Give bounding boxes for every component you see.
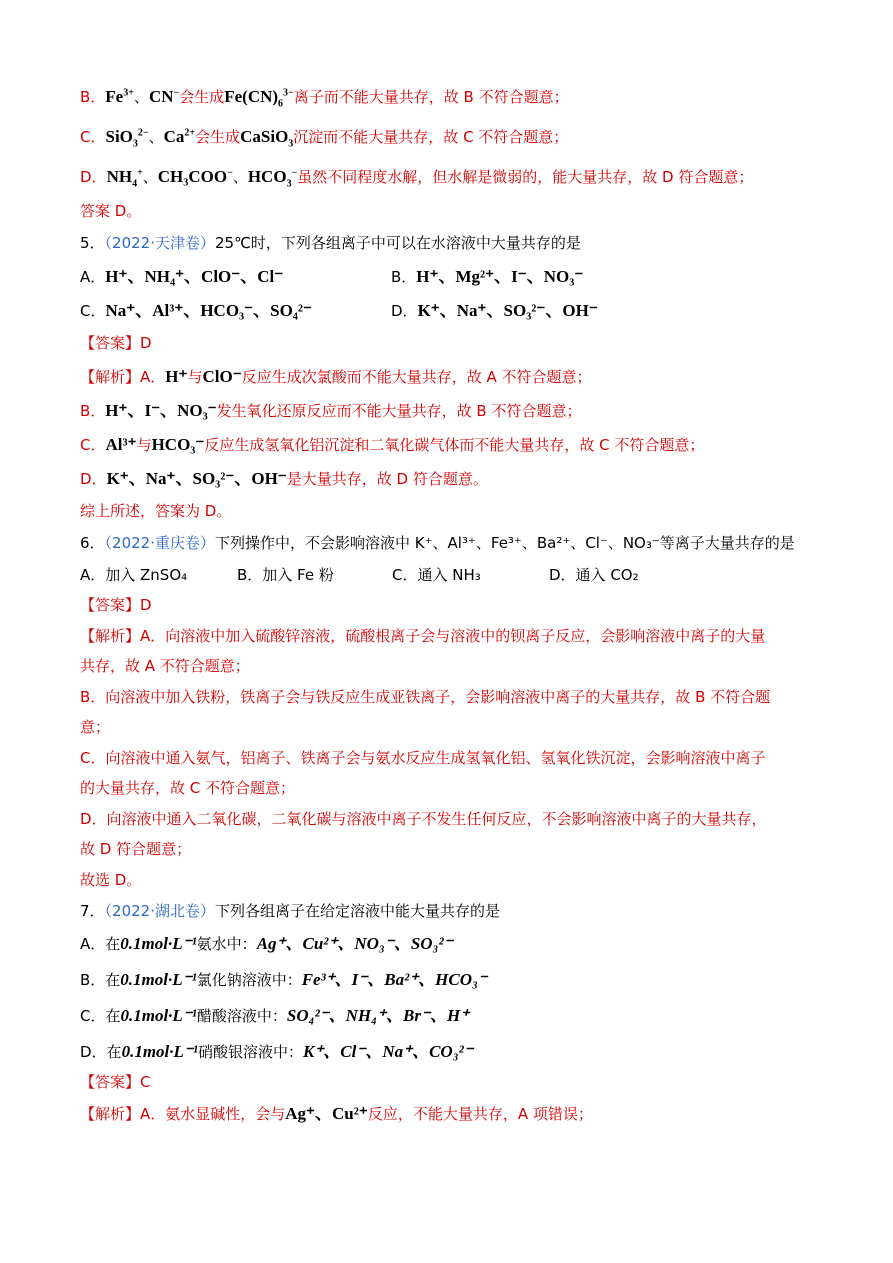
option-b-label: B．: [391, 268, 417, 286]
question-source: （2022·湖北卷）: [104, 902, 215, 920]
q6-analysis-d-2: 故 D 符合题意；: [80, 840, 192, 858]
question-5-stem: [80, 232, 581, 254]
q7-option-b: B．在0.1mol·L⁻¹氯化钠溶液中：Fe³⁺、I⁻、Ba²⁺、HCO₃⁻: [80, 970, 487, 989]
option-b: B．加入 Fe 粉: [237, 566, 334, 584]
question-text: 下列操作中，不会影响溶液中 K⁺、Al³⁺、Fe³⁺、Ba²⁺、Cl⁻、NO₃⁻等离子大量共存的是: [215, 534, 795, 552]
q5-options-cd: C．Na⁺、Al³⁺、HCO₃⁻、SO₄²⁻ D．K⁺、Na⁺、SO₃²⁻、OH⁻: [80, 301, 598, 320]
explanation-line-b: B．$Fe^{3+}$、CN−会生成$Fe(CN)_6^{3-}$离子而不能大量共存，故 B 不符合题意；: [80, 87, 569, 110]
ion: OH⁻: [562, 301, 598, 320]
ion: H⁺: [416, 267, 439, 286]
option-label: D．: [80, 168, 107, 186]
ion: NH₄⁺: [144, 267, 185, 286]
explanation-line-d: D．$NH_4^+$、CH₃COO−、$HCO_3^-$虽然不同程度水解，但水解是微弱的，能大量共存，故 D 符合题意；: [80, 167, 754, 190]
option-a: A．加入 ZnSO₄: [80, 566, 188, 584]
q6-options: [80, 564, 639, 586]
answer-tag: 【答案】: [80, 596, 141, 614]
ion: HCO₃⁻: [200, 301, 254, 320]
ion: ClO⁻: [201, 267, 241, 286]
ion: SO₃²⁻: [503, 301, 546, 320]
option-c-label: C．: [80, 302, 106, 320]
question-number: 7．: [80, 902, 105, 920]
option-label: B．: [80, 88, 106, 106]
option-a-label: A．: [80, 268, 106, 286]
question-text: 25℃时，下列各组离子中可以在水溶液中大量共存的是: [215, 234, 581, 252]
q6-summary: 故选 D。: [80, 871, 142, 889]
ion: NO₃⁻: [543, 267, 584, 286]
ion: Na⁺: [105, 301, 136, 320]
option-c: C．通入 NH₃: [392, 566, 481, 584]
answer-value: D: [140, 596, 152, 614]
answer-tag: 【答案】: [80, 334, 141, 352]
q6-analysis-a-2: 共存，故 A 不符合题意；: [80, 657, 250, 675]
ion: H⁺: [105, 267, 128, 286]
q5-answer: [80, 332, 152, 354]
q6-analysis-b-1: B．向溶液中加入铁粉，铁离子会与铁反应生成亚铁离子，会影响溶液中离子的大量共存，故 B 不符合题: [80, 688, 771, 706]
ion: SO₄²⁻: [270, 301, 312, 320]
question-text: 下列各组离子在给定溶液中能大量共存的是: [215, 902, 501, 920]
option-d: D．通入 CO₂: [549, 566, 639, 584]
q6-analysis-d-1: D．向溶液中通入二氧化碳，二氧化碳与溶液中离子不发生任何反应，不会影响溶液中离子的大量共存，: [80, 810, 767, 828]
question-6-stem: [80, 532, 795, 554]
q7-answer: [80, 1071, 151, 1093]
ion: Cl⁻: [257, 267, 284, 286]
ion: Na⁺: [456, 301, 487, 320]
analysis-tag: 【解析】: [80, 627, 141, 645]
question-source: （2022·重庆卷）: [104, 534, 215, 552]
q7-option-a: A．在0.1mol·L⁻¹氨水中：Ag⁺、Cu²⁺、NO₃⁻、SO₃²⁻: [80, 934, 453, 953]
q7-option-d: D．在0.1mol·L⁻¹硝酸银溶液中：K⁺、Cl⁻、Na⁺、CO₃²⁻: [80, 1042, 473, 1061]
option-label: C．: [80, 128, 106, 146]
q6-analysis-c-1: C．向溶液中通入氨气，铝离子、铁离子会与氨水反应生成氢氧化铝、氢氧化铁沉淀，会影响溶液中离子: [80, 749, 766, 767]
q5-analysis-a: 【解析】A．H⁺与ClO⁻反应生成次氯酸而不能大量共存，故 A 不符合题意；: [80, 367, 592, 386]
question-source: （2022·天津卷）: [104, 234, 215, 252]
q6-answer: [80, 594, 152, 616]
ion: I⁻: [511, 267, 527, 286]
q7-option-c: C．在0.1mol·L⁻¹醋酸溶液中：SO₄²⁻、NH₄⁺、Br⁻、H⁺: [80, 1006, 470, 1025]
answer-tag: 【答案】: [80, 1073, 141, 1091]
ion: Mg²⁺: [455, 267, 495, 286]
question-7-stem: [80, 900, 500, 922]
q6-analysis-b-2: 意；: [80, 718, 111, 736]
question-number: 6．: [80, 534, 105, 552]
q5-options-ab: A．H⁺、NH₄⁺、ClO⁻、Cl⁻ B．H⁺、Mg²⁺、I⁻、NO₃⁻: [80, 267, 584, 286]
question-number: 5．: [80, 234, 105, 252]
q6-analysis-c-2: 的大量共存，故 C 不符合题意；: [80, 779, 296, 797]
answer-value: D: [140, 334, 152, 352]
analysis-tag: 【解析】: [80, 1105, 141, 1123]
option-d-label: D．: [391, 302, 418, 320]
analysis-tag: 【解析】: [80, 368, 141, 386]
q5-analysis-d: D．K⁺、Na⁺、SO₃²⁻、OH⁻是大量共存，故 D 符合题意。: [80, 469, 488, 488]
q5-summary: 综上所述，答案为 D。: [80, 502, 232, 520]
ion: K⁺: [417, 301, 440, 320]
q7-analysis-a: 【解析】A．氨水显碱性，会与Ag⁺、Cu²⁺反应，不能大量共存，A 项错误；: [80, 1104, 593, 1123]
answer-value: C: [140, 1073, 151, 1091]
q5-analysis-c: C．Al³⁺与HCO₃⁻反应生成氢氧化铝沉淀和二氧化碳气体而不能大量共存，故 C 不符合题意；: [80, 435, 705, 454]
q6-analysis-a-1: 【解析】A．向溶液中加入硫酸锌溶液，硫酸根离子会与溶液中的钡离子反应，会影响溶液中离子的大量: [80, 627, 766, 645]
explanation-line-c: C．SiO$_3^{2-}$、$Ca^{2+}$会生成CaSiO$_3$沉淀而不能大量共存，故 C 不符合题意；: [80, 127, 569, 150]
q5-analysis-b: B．H⁺、I⁻、NO₃⁻发生氧化还原反应而不能大量共存，故 B 不符合题意；: [80, 401, 582, 420]
previous-answer: 答案 D。: [80, 202, 142, 220]
ion: Al³⁺: [152, 301, 184, 320]
